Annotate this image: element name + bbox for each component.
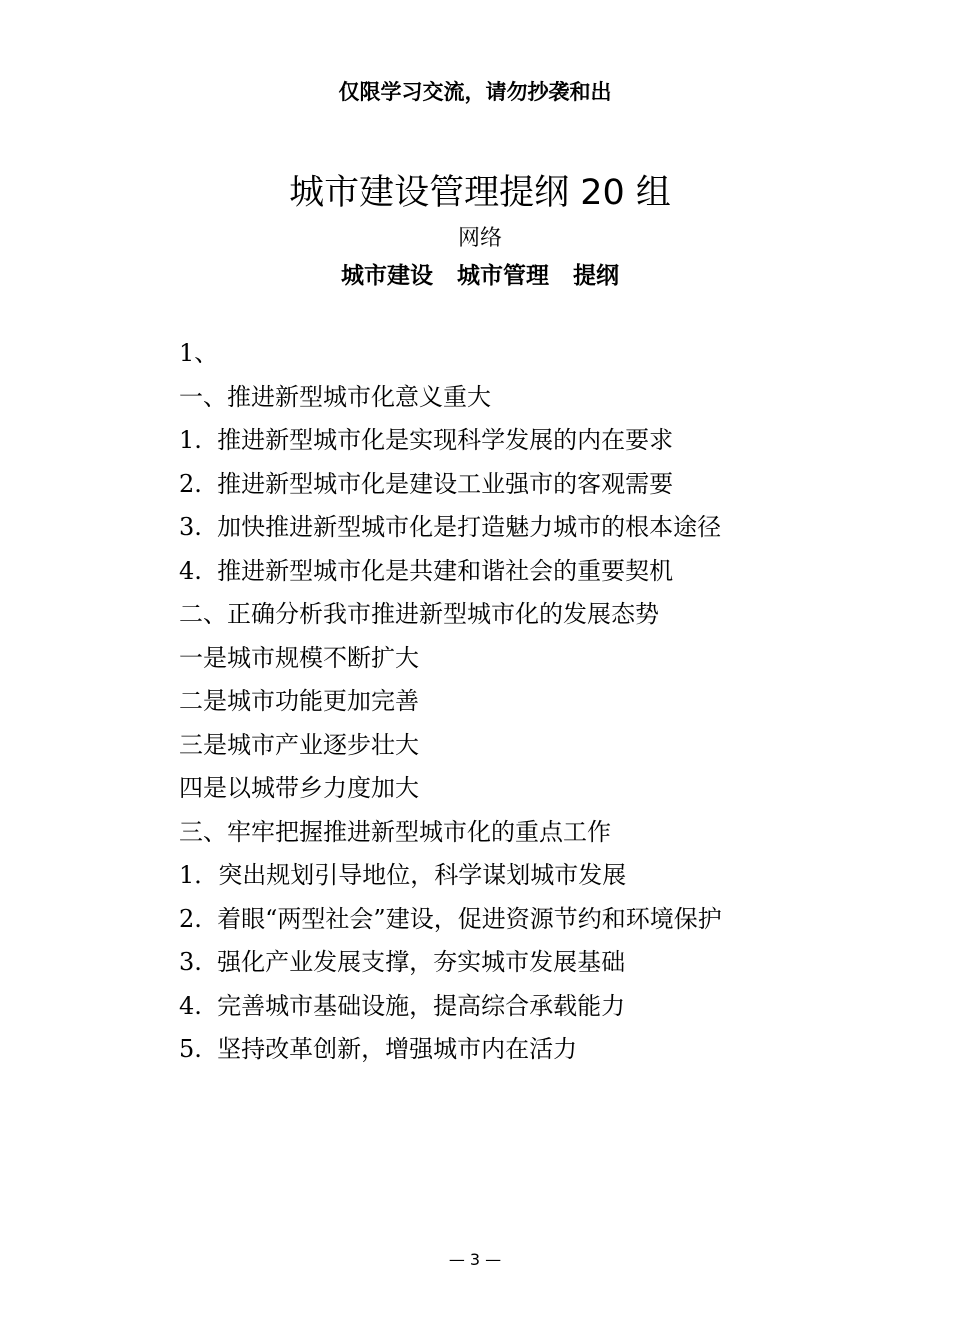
document-author: 网络 bbox=[457, 226, 502, 251]
outline-body bbox=[179, 332, 879, 1072]
page-footer-number: — 3 — bbox=[448, 1250, 502, 1269]
outline-line: 5. 坚持改革创新，增强城市内在活力 bbox=[179, 1035, 578, 1063]
outline-line: 四是以城带乡力度加大 bbox=[179, 774, 419, 802]
outline-line: 4. 完善城市基础设施，提高综合承载能力 bbox=[179, 991, 626, 1020]
outline-line: 1. 推进新型城市化是实现科学发展的内在要求 bbox=[179, 426, 674, 454]
outline-line: 一、推进新型城市化意义重大 bbox=[179, 382, 491, 411]
outline-line: 3. 加快推进新型城市化是打造魅力城市的根本途径 bbox=[179, 513, 722, 541]
document-title: 城市建设管理提纲 20 组 bbox=[289, 173, 671, 213]
outline-line: 二、正确分析我市推进新型城市化的发展态势 bbox=[179, 600, 659, 628]
outline-line: 一是城市规模不断扩大 bbox=[179, 643, 419, 672]
outline-line: 1．突出规划引导地位，科学谋划城市发展 bbox=[179, 861, 627, 889]
page-header-text: 仅限学习交流，请勿抄袭和出 bbox=[338, 80, 612, 104]
outline-line: 三、牢牢把握推进新型城市化的重点工作 bbox=[179, 817, 611, 846]
outline-line: 4. 推进新型城市化是共建和谐社会的重要契机 bbox=[179, 556, 674, 585]
outline-line: 2. 推进新型城市化是建设工业强市的客观需要 bbox=[179, 469, 674, 498]
outline-line: 2. 着眼“两型社会”建设，促进资源节约和环境保护 bbox=[179, 904, 722, 933]
outline-line: 二是城市功能更加完善 bbox=[179, 687, 419, 715]
outline-line: 1、 bbox=[179, 339, 219, 367]
outline-line: 3. 强化产业发展支撑，夯实城市发展基础 bbox=[179, 948, 626, 976]
outline-line: 三是城市产业逐步壮大 bbox=[179, 730, 419, 759]
document-keywords: 城市建设 城市管理 提纲 bbox=[340, 263, 620, 289]
